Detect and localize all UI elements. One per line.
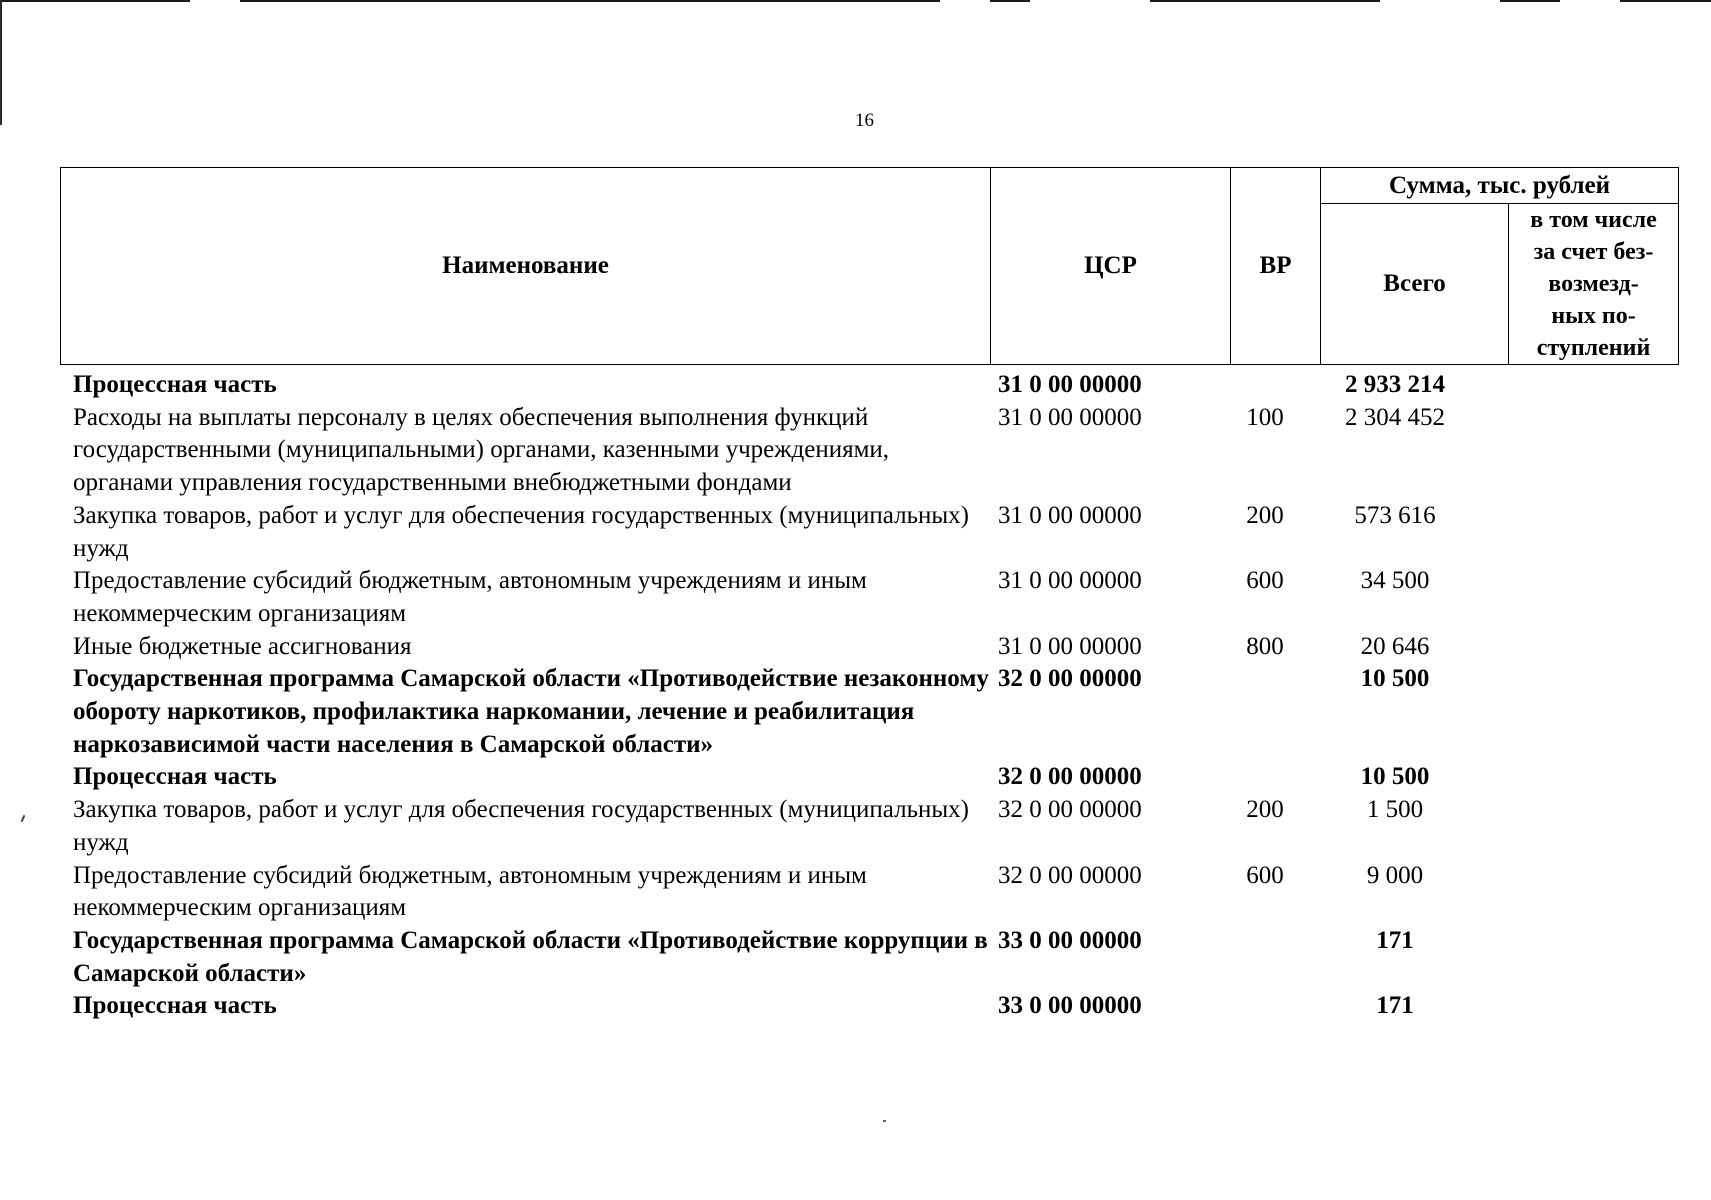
row-including xyxy=(1480,565,1678,630)
row-csr: 31 0 00 00000 xyxy=(998,371,1142,398)
scan-border xyxy=(990,0,1030,2)
page-number: 16 xyxy=(855,110,874,131)
row-total: 1 500 xyxy=(1366,796,1424,824)
row-csr: 32 0 00 00000 xyxy=(998,796,1142,824)
column-header-including xyxy=(1509,204,1679,365)
row-vr: 100 xyxy=(1246,403,1284,431)
row-total: 34 500 xyxy=(1360,567,1430,595)
row-total: 2 304 452 xyxy=(1345,403,1445,431)
row-name: Процессная часть xyxy=(73,992,277,1020)
row-including xyxy=(1480,761,1678,794)
table-body xyxy=(60,369,1678,1023)
table-row xyxy=(60,860,1678,925)
row-csr: 31 0 00 00000 xyxy=(998,632,1142,660)
row-total: 9 000 xyxy=(1366,861,1424,889)
row-name: Закупка товаров, работ и услуг для обеспечения государственных (муниципальных) нужд xyxy=(73,501,969,562)
including-line: за счет без- xyxy=(1533,239,1654,265)
row-vr xyxy=(1220,990,1310,1023)
row-including xyxy=(1480,369,1678,402)
table-row xyxy=(60,402,1678,500)
row-csr: 32 0 00 00000 xyxy=(998,861,1142,889)
row-total: 10 500 xyxy=(1360,665,1430,693)
scan-speck xyxy=(21,815,26,822)
row-vr: 600 xyxy=(1246,567,1284,595)
table-row xyxy=(60,663,1678,761)
column-header-vr: ВР xyxy=(1231,168,1321,365)
table-header xyxy=(60,167,1679,365)
row-csr: 32 0 00 00000 xyxy=(998,665,1142,693)
row-name: Процессная часть xyxy=(73,763,277,791)
row-csr: 33 0 00 00000 xyxy=(998,992,1142,1020)
row-name: Иные бюджетные ассигнования xyxy=(73,632,412,660)
row-csr: 33 0 00 00000 xyxy=(998,926,1142,954)
row-csr: 31 0 00 00000 xyxy=(998,501,1142,529)
row-including xyxy=(1480,925,1678,990)
including-line: в том числе xyxy=(1530,207,1657,233)
row-total: 573 616 xyxy=(1354,501,1436,529)
table-row xyxy=(60,925,1678,990)
row-including xyxy=(1480,990,1678,1023)
row-csr: 32 0 00 00000 xyxy=(998,763,1142,791)
column-header-csr: ЦСР xyxy=(991,168,1231,365)
row-csr: 31 0 00 00000 xyxy=(998,567,1142,595)
row-vr xyxy=(1220,925,1310,990)
scan-edge xyxy=(0,0,2,125)
scan-border xyxy=(1150,0,1380,2)
scan-border xyxy=(0,0,190,2)
row-total: 20 646 xyxy=(1360,632,1430,660)
scan-border xyxy=(1500,0,1560,2)
row-csr: 31 0 00 00000 xyxy=(998,403,1142,431)
row-vr xyxy=(1220,663,1310,761)
including-line: возмезд- xyxy=(1548,271,1639,297)
row-name: Государственная программа Самарской области «Противодействие коррупции в Самарской области» xyxy=(73,926,988,987)
column-header-name: Наименование xyxy=(61,168,991,365)
including-line: ступлений xyxy=(1536,335,1651,361)
table-row xyxy=(60,369,1678,402)
row-including xyxy=(1480,402,1678,500)
row-name: Закупка товаров, работ и услуг для обеспечения государственных (муниципальных) нужд xyxy=(73,796,969,856)
row-including xyxy=(1480,663,1678,761)
row-name: Расходы на выплаты персоналу в целях обеспечения выполнения функций государственными (муниципальными) органами, казенными учреждениями, органами управления государственными внебюджетными фондами xyxy=(73,403,890,497)
scan-border xyxy=(1620,0,1711,2)
table-row xyxy=(60,794,1678,859)
row-vr xyxy=(1220,369,1310,402)
table-row xyxy=(60,990,1678,1023)
row-name: Предоставление субсидий бюджетным, автономным учреждениям и иным некоммерческим организациям xyxy=(73,861,867,922)
row-name: Процессная часть xyxy=(73,371,277,398)
row-vr xyxy=(1220,761,1310,794)
column-header-sum: Сумма, тыс. рублей xyxy=(1321,168,1679,204)
row-including xyxy=(1480,500,1678,565)
column-header-total: Всего xyxy=(1321,204,1509,365)
table-row xyxy=(60,500,1678,565)
table-row xyxy=(60,761,1678,794)
row-total: 2 933 214 xyxy=(1345,371,1445,398)
table-row xyxy=(60,631,1678,664)
table-row xyxy=(60,565,1678,630)
row-total: 171 xyxy=(1376,992,1414,1020)
row-vr: 200 xyxy=(1246,501,1284,529)
row-total: 10 500 xyxy=(1360,763,1430,791)
row-vr: 800 xyxy=(1246,632,1284,660)
row-name: Предоставление субсидий бюджетным, автономным учреждениям и иным некоммерческим организациям xyxy=(73,567,867,627)
including-line: ных по- xyxy=(1551,303,1636,329)
row-total: 171 xyxy=(1376,926,1414,954)
row-including xyxy=(1480,631,1678,664)
row-including xyxy=(1480,860,1678,925)
row-vr: 200 xyxy=(1246,796,1284,824)
scan-border xyxy=(240,0,940,2)
row-vr: 600 xyxy=(1246,861,1284,889)
row-name: Государственная программа Самарской области «Противодействие незаконному обороту наркотиков, профилактика наркомании, лечение и реабилитация наркозависимой части населения в Самарской области» xyxy=(73,665,989,758)
scan-speck xyxy=(883,1120,886,1122)
row-including xyxy=(1480,794,1678,859)
